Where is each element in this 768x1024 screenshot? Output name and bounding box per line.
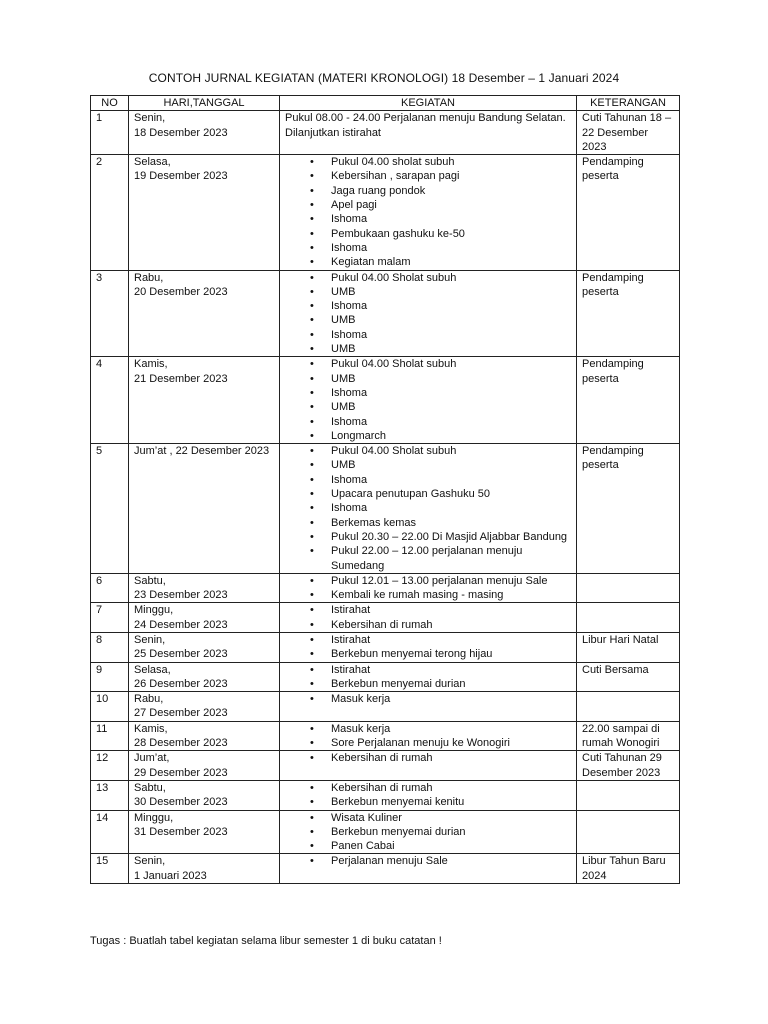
row-keterangan	[577, 810, 680, 854]
activity-list	[285, 722, 572, 751]
activity-item: • UMB	[331, 342, 572, 356]
activity-item: • Pukul 22.00 – 12.00 perjalanan menuju Sumedang	[331, 544, 572, 573]
row-number: 5	[91, 444, 129, 574]
activity-list	[285, 781, 572, 810]
table-header-row	[91, 96, 680, 111]
row-activities	[280, 780, 577, 810]
activity-item: • Pembukaan gashuku ke-50	[331, 227, 572, 241]
activity-list	[285, 444, 572, 573]
row-number: 4	[91, 357, 129, 444]
table-row	[91, 721, 680, 751]
table-row	[91, 111, 680, 155]
row-keterangan: Libur Tahun Baru 2024	[577, 854, 680, 884]
row-keterangan: Pendamping peserta	[577, 155, 680, 270]
activity-item: • Panen Cabai	[331, 839, 572, 853]
row-number: 1	[91, 111, 129, 155]
activity-item: • Wisata Kuliner	[331, 811, 572, 825]
row-day-date: Jum’at, 29 Desember 2023	[129, 751, 280, 781]
row-keterangan: Pendamping peserta	[577, 357, 680, 444]
header-hari-tanggal: HARI,TANGGAL	[129, 96, 280, 111]
row-keterangan	[577, 573, 680, 603]
table-row	[91, 357, 680, 444]
row-day-date: Sabtu, 23 Desember 2023	[129, 573, 280, 603]
task-note: Tugas : Buatlah tabel kegiatan selama libur semester 1 di buku catatan !	[90, 935, 442, 947]
table-body	[91, 111, 680, 884]
header-keterangan: KETERANGAN	[577, 96, 680, 111]
table-row	[91, 155, 680, 270]
activity-item: • UMB	[331, 285, 572, 299]
activity-item: • Pukul 04.00 Sholat subuh	[331, 357, 572, 371]
row-activities	[280, 573, 577, 603]
row-number: 11	[91, 721, 129, 751]
row-activities	[280, 111, 577, 155]
activity-item: • Kebersihan di rumah	[331, 781, 572, 795]
row-day-date: Sabtu, 30 Desember 2023	[129, 780, 280, 810]
activity-list	[285, 357, 572, 443]
row-activities	[280, 810, 577, 854]
header-kegiatan: KEGIATAN	[280, 96, 577, 111]
table-row	[91, 854, 680, 884]
table-row	[91, 270, 680, 357]
activity-list	[285, 633, 572, 662]
row-day-date: Minggu, 31 Desember 2023	[129, 810, 280, 854]
activity-item: • Ishoma	[331, 501, 572, 515]
row-number: 12	[91, 751, 129, 781]
row-number: 14	[91, 810, 129, 854]
table-row	[91, 603, 680, 633]
activity-list	[285, 574, 572, 603]
row-keterangan: Cuti Bersama	[577, 662, 680, 692]
row-activities	[280, 155, 577, 270]
activity-item: • Ishoma	[331, 415, 572, 429]
activity-item: • Apel pagi	[331, 198, 572, 212]
activity-item: • Sore Perjalanan menuju ke Wonogiri	[331, 736, 572, 750]
table-row	[91, 751, 680, 781]
row-activities	[280, 603, 577, 633]
row-day-date: Kamis, 21 Desember 2023	[129, 357, 280, 444]
table-row	[91, 632, 680, 662]
row-activities	[280, 444, 577, 574]
activity-item: • Pukul 20.30 – 22.00 Di Masjid Aljabbar Bandung	[331, 530, 572, 544]
row-day-date: Selasa, 26 Desember 2023	[129, 662, 280, 692]
row-day-date: Minggu, 24 Desember 2023	[129, 603, 280, 633]
activity-item: • Masuk kerja	[331, 692, 572, 706]
row-day-date: Rabu, 20 Desember 2023	[129, 270, 280, 357]
activity-text: Pukul 08.00 - 24.00 Perjalanan menuju Bandung Selatan. Dilanjutkan istirahat	[285, 112, 566, 139]
row-number: 8	[91, 632, 129, 662]
row-day-date: Rabu, 27 Desember 2023	[129, 692, 280, 722]
activity-item: • Kegiatan malam	[331, 255, 572, 269]
activity-list	[285, 663, 572, 692]
row-day-date: Kamis, 28 Desember 2023	[129, 721, 280, 751]
activity-item: • Berkebun menyemai durian	[331, 677, 572, 691]
activity-item: • Upacara penutupan Gashuku 50	[331, 487, 572, 501]
row-activities	[280, 692, 577, 722]
row-number: 2	[91, 155, 129, 270]
activity-list	[285, 271, 572, 357]
activity-item: • UMB	[331, 400, 572, 414]
activity-item: • UMB	[331, 372, 572, 386]
table-row	[91, 810, 680, 854]
document-title: CONTOH JURNAL KEGIATAN (MATERI KRONOLOGI) 18 Desember – 1 Januari 2024	[148, 71, 620, 85]
activity-item: • UMB	[331, 313, 572, 327]
activity-item: • Ishoma	[331, 386, 572, 400]
activity-item: • Ishoma	[331, 328, 572, 342]
row-keterangan: Cuti Tahunan 18 – 22 Desember 2023	[577, 111, 680, 155]
row-keterangan: Pendamping peserta	[577, 270, 680, 357]
table-row	[91, 444, 680, 574]
row-number: 9	[91, 662, 129, 692]
activity-item: • Perjalanan menuju Sale	[331, 854, 572, 868]
row-day-date: Senin, 25 Desember 2023	[129, 632, 280, 662]
activity-item: • Istirahat	[331, 663, 572, 677]
row-keterangan: 22.00 sampai di rumah Wonogiri	[577, 721, 680, 751]
row-number: 6	[91, 573, 129, 603]
activity-item: • UMB	[331, 458, 572, 472]
activity-item: • Ishoma	[331, 299, 572, 313]
row-number: 7	[91, 603, 129, 633]
activity-journal-table	[90, 95, 680, 884]
row-keterangan	[577, 603, 680, 633]
activity-list	[285, 854, 572, 868]
table-row	[91, 780, 680, 810]
activity-item: • Kebersihan di rumah	[331, 618, 572, 632]
table-row	[91, 662, 680, 692]
activity-item: • Istirahat	[331, 633, 572, 647]
row-activities	[280, 270, 577, 357]
row-activities	[280, 854, 577, 884]
activity-item: • Longmarch	[331, 429, 572, 443]
row-number: 3	[91, 270, 129, 357]
row-day-date: Senin, 18 Desember 2023	[129, 111, 280, 155]
row-keterangan	[577, 780, 680, 810]
activity-list	[285, 751, 572, 765]
row-keterangan: Libur Hari Natal	[577, 632, 680, 662]
activity-list	[285, 811, 572, 854]
row-day-date: Senin, 1 Januari 2023	[129, 854, 280, 884]
row-activities	[280, 632, 577, 662]
row-keterangan	[577, 692, 680, 722]
row-activities	[280, 357, 577, 444]
row-number: 10	[91, 692, 129, 722]
activity-item: • Pukul 04.00 sholat subuh	[331, 155, 572, 169]
row-keterangan: Pendamping peserta	[577, 444, 680, 574]
activity-list	[285, 603, 572, 632]
row-number: 13	[91, 780, 129, 810]
activity-item: • Masuk kerja	[331, 722, 572, 736]
row-number: 15	[91, 854, 129, 884]
activity-item: • Ishoma	[331, 241, 572, 255]
activity-item: • Istirahat	[331, 603, 572, 617]
activity-item: • Kembali ke rumah masing - masing	[331, 588, 572, 602]
row-activities	[280, 751, 577, 781]
row-activities	[280, 721, 577, 751]
activity-item: • Kebersihan di rumah	[331, 751, 572, 765]
activity-item: • Berkebun menyemai kenitu	[331, 795, 572, 809]
row-activities	[280, 662, 577, 692]
activity-item: • Pukul 04.00 Sholat subuh	[331, 444, 572, 458]
activity-list	[285, 692, 572, 706]
table-row	[91, 573, 680, 603]
row-day-date: Selasa, 19 Desember 2023	[129, 155, 280, 270]
table-row	[91, 692, 680, 722]
activity-item: • Jaga ruang pondok	[331, 184, 572, 198]
activity-item: • Berkemas kemas	[331, 516, 572, 530]
row-day-date: Jum’at , 22 Desember 2023	[129, 444, 280, 574]
row-keterangan: Cuti Tahunan 29 Desember 2023	[577, 751, 680, 781]
activity-item: • Pukul 04.00 Sholat subuh	[331, 271, 572, 285]
header-no: NO	[91, 96, 129, 111]
activity-item: • Berkebun menyemai terong hijau	[331, 647, 572, 661]
activity-item: • Pukul 12.01 – 13.00 perjalanan menuju Sale	[331, 574, 572, 588]
activity-item: • Ishoma	[331, 473, 572, 487]
activity-item: • Ishoma	[331, 212, 572, 226]
activity-list	[285, 155, 572, 269]
activity-item: • Kebersihan , sarapan pagi	[331, 169, 572, 183]
activity-item: • Berkebun menyemai durian	[331, 825, 572, 839]
